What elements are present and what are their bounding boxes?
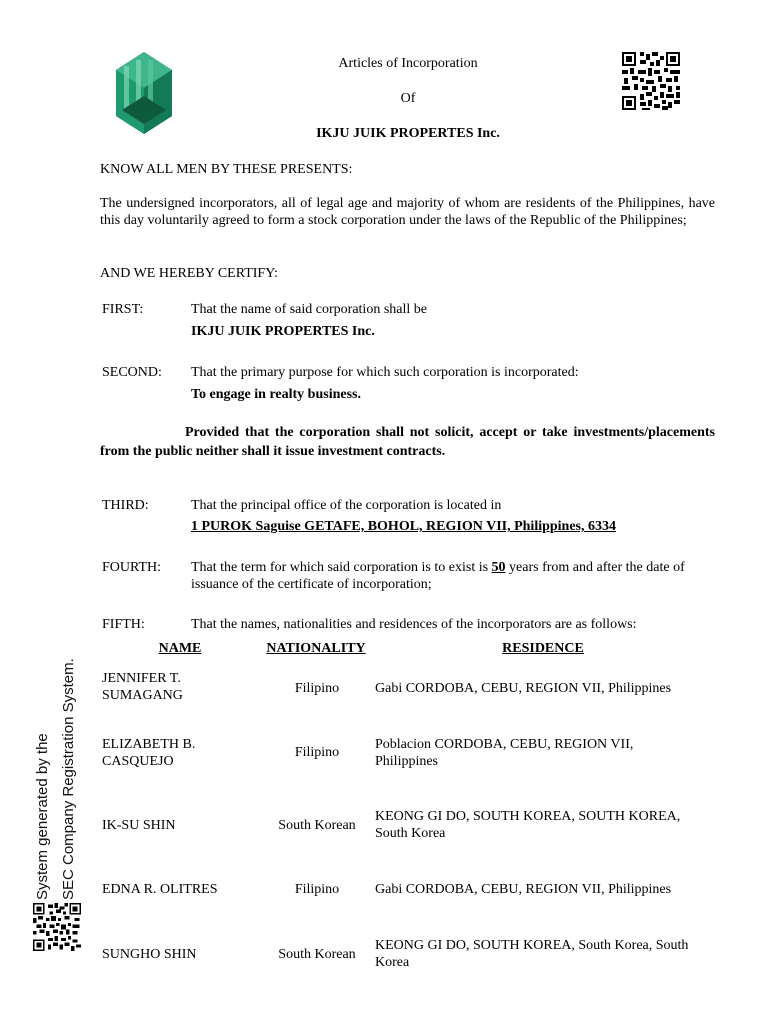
- fourth-years: 50: [491, 560, 506, 575]
- fifth-label: FIFTH:: [102, 617, 145, 632]
- qr-code-icon: [622, 52, 680, 110]
- system-generated-note: [30, 640, 90, 900]
- cell-name: IK-SU SHIN: [102, 818, 176, 833]
- undersigned-paragraph: The undersigned incorporators, all of legal age and majority of whom are residents of the Philippines, have this day voluntarily agreed to form a stock corporation under the laws of the Republic of the Philippines;: [100, 196, 715, 228]
- fourth-text-after: years from and after the date of issuance of the certificate of incorporation;: [191, 560, 685, 592]
- cell-nationality: South Korean: [278, 947, 356, 962]
- col-header-residence: RESIDENCE: [502, 641, 584, 656]
- document-of: Of: [400, 91, 416, 106]
- cell-nationality: Filipino: [294, 745, 340, 760]
- third-label: THIRD:: [102, 498, 149, 513]
- col-header-nationality: NATIONALITY: [266, 641, 366, 656]
- cell-name: EDNA R. OLITRES: [102, 882, 218, 897]
- fifth-text: That the names, nationalities and residences of the incorporators are as follows:: [191, 617, 637, 632]
- cell-name: ELIZABETH B. CASQUEJO: [102, 737, 196, 769]
- first-text: That the name of said corporation shall be: [191, 302, 427, 317]
- fourth-label: FOURTH:: [102, 560, 162, 575]
- cell-nationality: South Korean: [278, 818, 356, 833]
- third-value: 1 PUROK Saguise GETAFE, BOHOL, REGION VII, Philippines, 6334: [191, 519, 617, 534]
- document-title: Articles of Incorporation: [338, 56, 478, 71]
- cell-name: SUNGHO SHIN: [102, 947, 197, 962]
- cell-name: JENNIFER T. SUMAGANG: [102, 671, 183, 703]
- system-note-line1: System generated by the: [34, 733, 51, 900]
- system-note-line2: SEC Company Registration System.: [60, 658, 77, 900]
- first-value: IKJU JUIK PROPERTES Inc.: [191, 324, 375, 339]
- second-label: SECOND:: [102, 365, 162, 380]
- proviso-paragraph: Provided that the corporation shall not solicit, accept or take investments/placements from the public neither shall it issue investment contracts.: [100, 425, 715, 459]
- col-header-name: NAME: [158, 641, 202, 656]
- cell-residence: KEONG GI DO, SOUTH KOREA, SOUTH KOREA, South Korea: [375, 809, 681, 841]
- company-logo: [116, 52, 172, 134]
- fourth-paragraph: [191, 559, 716, 593]
- fourth-text-before: That the term for which said corporation is to exist is: [191, 560, 489, 575]
- cell-residence: KEONG GI DO, SOUTH KOREA, South Korea, South Korea: [375, 938, 689, 970]
- third-text: That the principal office of the corporation is located in: [191, 498, 502, 513]
- know-all-men: KNOW ALL MEN BY THESE PRESENTS:: [100, 162, 353, 177]
- second-value: To engage in realty business.: [191, 387, 361, 402]
- cell-nationality: Filipino: [294, 681, 340, 696]
- cell-residence: Gabi CORDOBA, CEBU, REGION VII, Philippines: [375, 681, 672, 696]
- cell-residence: Gabi CORDOBA, CEBU, REGION VII, Philippines: [375, 882, 672, 897]
- second-text: That the primary purpose for which such corporation is incorporated:: [191, 365, 579, 380]
- certify-heading: AND WE HEREBY CERTIFY:: [100, 266, 278, 281]
- qr-code-icon: [33, 903, 81, 951]
- cell-residence: Poblacion CORDOBA, CEBU, REGION VII, Philippines: [375, 737, 634, 769]
- first-label: FIRST:: [102, 302, 144, 317]
- corporation-name-heading: IKJU JUIK PROPERTES Inc.: [316, 126, 500, 141]
- cell-nationality: Filipino: [294, 882, 340, 897]
